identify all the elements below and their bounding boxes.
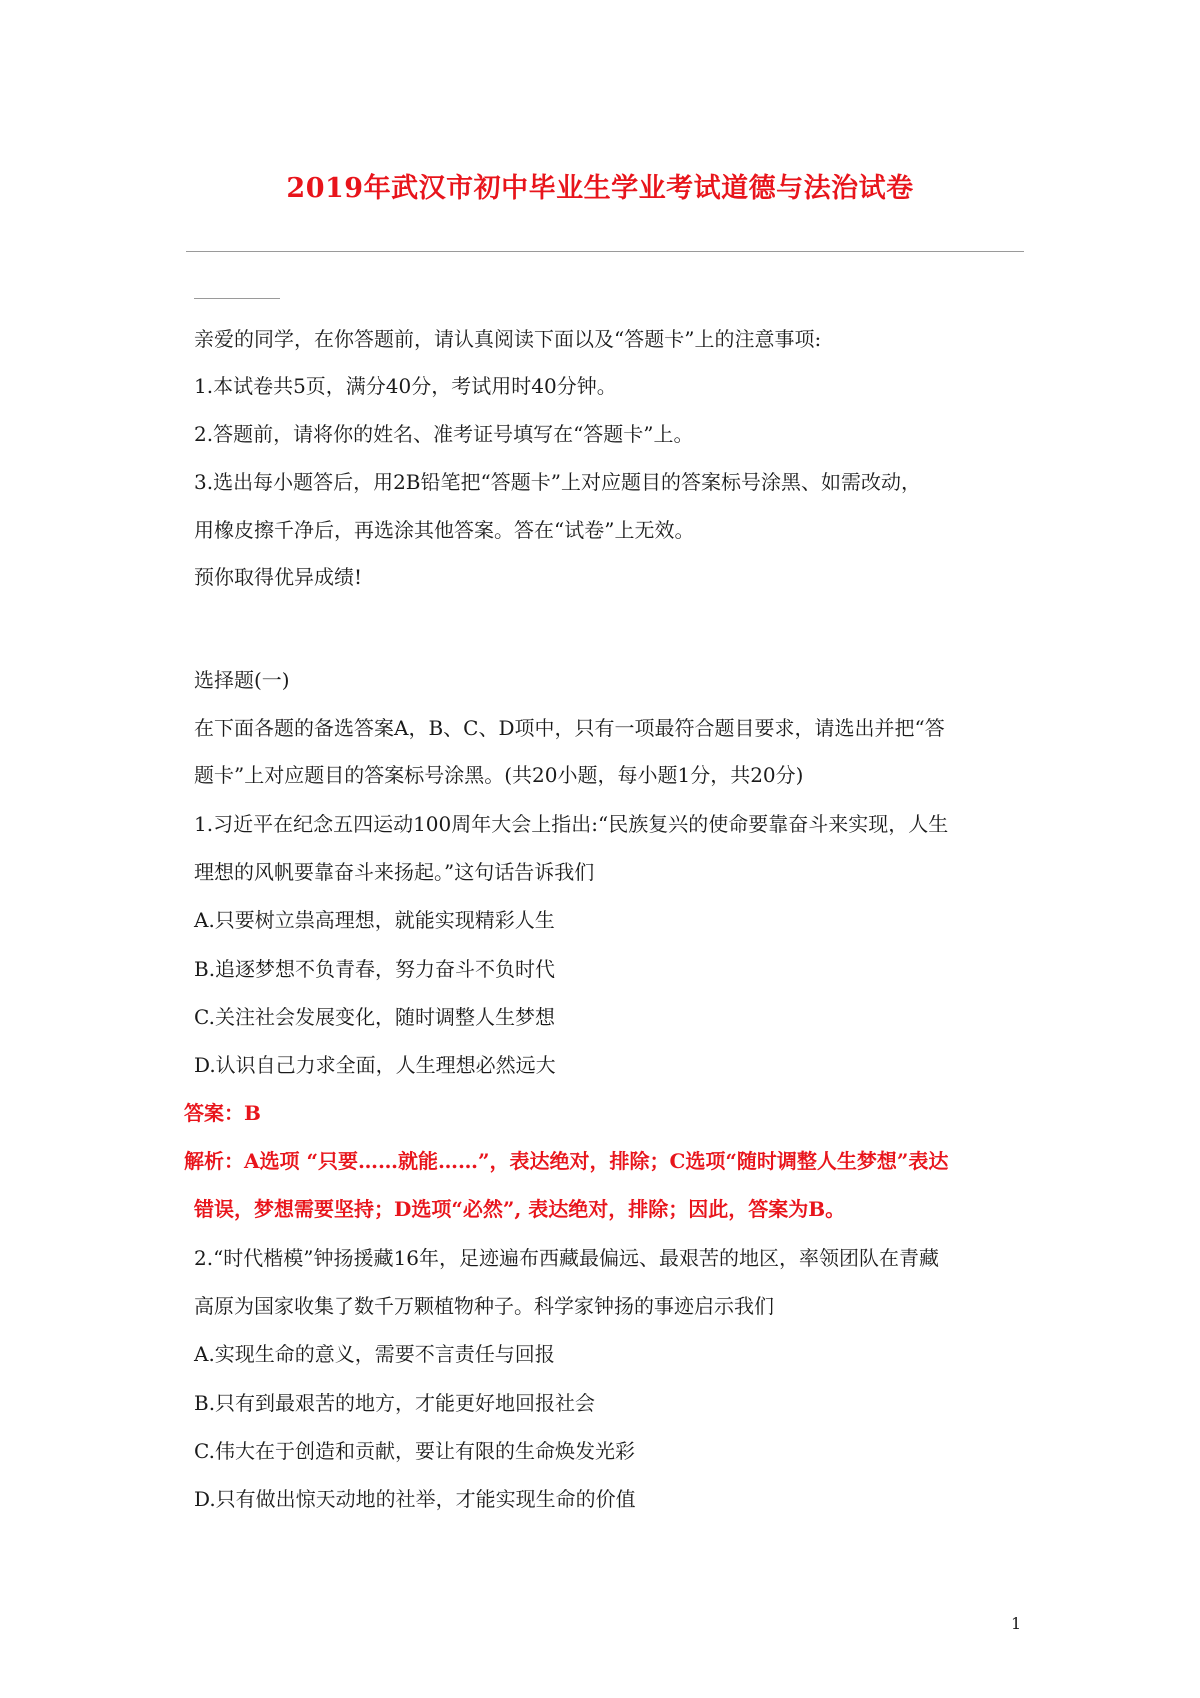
instruction-item: 3.选出每小题答后，用2B铅笔把“答题卡”上对应题目的答案标号涂黑、如需改动， [194,470,921,494]
question-1-option-b: B.追逐梦想不负青春，努力奋斗不负时代 [194,957,556,981]
question-2-stem: 2.“时代楷模”钟扬援藏16年，足迹遍布西藏最偏远、最艰苦的地区，率领团队在青藏 [194,1246,939,1270]
question-1-option-d: D.认识自己力求全面，人生理想必然远大 [194,1053,556,1077]
section-title: 选择题(一) [194,668,290,692]
question-1-answer: 答案：B [184,1101,261,1125]
question-2-option-c: C.伟大在于创造和贡献，要让有限的生命焕发光彩 [194,1439,635,1463]
question-1-option-c: C.关注社会发展变化，随时调整人生梦想 [194,1005,555,1029]
section-description: 题卡”上对应题目的答案标号涂黑。(共20小题，每小题1分，共20分) [194,763,804,787]
question-2-option-b: B.只有到最艰苦的地方，才能更好地回报社会 [194,1391,596,1415]
question-2-option-d: D.只有做出惊天动地的社举，才能实现生命的价值 [194,1487,636,1511]
question-2-stem: 高原为国家收集了数千万颗植物种子。科学家钟扬的事迹启示我们 [194,1294,774,1318]
instruction-item: 用橡皮擦千净后，再选涂其他答案。答在“试卷”上无效。 [194,518,695,542]
instructions-wish: 预你取得优异成绩! [194,565,363,589]
question-1-analysis: 解析：A选项 “只要……就能……”，表达绝对，排除；C选项“随时调整人生梦想”表达 [184,1149,949,1173]
instruction-item: 1.本试卷共5页，满分40分，考试用时40分钟。 [194,374,617,398]
section-description: 在下面各题的备选答案A，B、C、D项中，只有一项最符合题目要求，请选出并把“答 [194,716,945,740]
question-1-analysis: 错误，梦想需要坚持；D选项“必然”, 表达绝对，排除；因此，答案为B。 [194,1197,846,1221]
question-1-stem: 理想的风帆要靠奋斗来扬起。”这句话告诉我们 [194,860,595,884]
page-number: 1 [1011,1614,1022,1633]
question-2-option-a: A.实现生命的意义，需要不言责任与回报 [194,1342,555,1366]
question-1-stem: 1.习近平在纪念五四运动100周年大会上指出:“民族复兴的使命要靠奋斗来实现，人生 [194,812,949,836]
short-divider [194,298,280,299]
page-title: 2019年武汉市初中毕业生学业考试道德与法治试卷 [286,173,914,204]
instruction-item: 2.答题前，请将你的姓名、准考证号填写在“答题卡”上。 [194,422,694,446]
question-1-option-a: A.只要树立祟高理想，就能实现精彩人生 [194,908,555,932]
instructions-greeting: 亲爱的同学，在你答题前，请认真阅读下面以及“答题卡”上的注意事项: [194,327,822,351]
title-divider [186,251,1024,252]
